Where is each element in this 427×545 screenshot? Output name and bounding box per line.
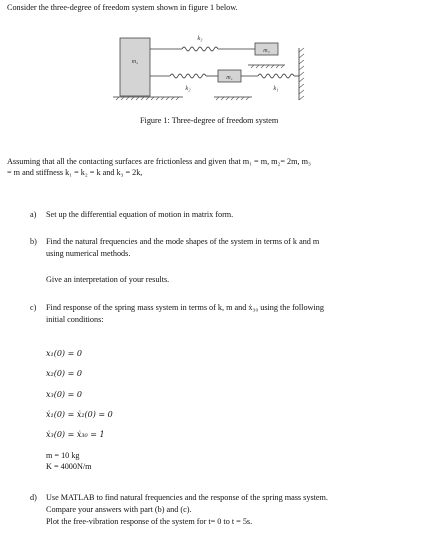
initial-condition-x3: x₃(0) = 0 (46, 390, 82, 399)
question-b-label: b) (30, 237, 37, 246)
spring-k1 (241, 74, 299, 78)
question-a-label: a) (30, 210, 37, 219)
param-stiffness: K = 4000N/m (46, 462, 92, 471)
label-k1: k₁ (273, 85, 279, 92)
intro-text: Consider the three-degree of freedom system shown in figure 1 below. (7, 3, 238, 12)
question-c-label: c) (30, 303, 37, 312)
label-m1: m₁ (226, 75, 233, 81)
label-k3: k₃ (197, 35, 203, 42)
label-k2: k₂ (185, 85, 191, 92)
question-d-label: d) (30, 493, 37, 502)
initial-condition-x2: x₂(0) = 0 (46, 369, 82, 378)
question-a-text: Set up the differential equation of motion in matrix form. (46, 210, 234, 219)
label-m3: m₃ (263, 48, 270, 54)
question-c-line-2: initial conditions: (46, 315, 104, 324)
spring-k2 (150, 74, 218, 78)
question-b-line-1: Find the natural frequencies and the mode shapes of the system in terms of k and m (46, 237, 320, 246)
figure-caption: Figure 1: Three-degree of freedom system (140, 116, 279, 125)
initial-condition-velocity-3: ẋ₃(0) = ẋ₃₀ = 1 (46, 430, 105, 439)
assumption-line-2: = m and stiffness k₁ = k₂ = k and k₃ = 2k, (7, 168, 143, 177)
question-b-line-3: Give an interpretation of your results. (46, 275, 170, 284)
label-m2: m₂ (131, 59, 139, 65)
param-mass: m = 10 kg (46, 451, 80, 460)
initial-condition-velocity-12: ẋ₁(0) = ẋ₂(0) = 0 (46, 410, 113, 419)
spring-k3 (150, 47, 255, 51)
mass-m2 (120, 38, 150, 96)
initial-condition-x1: x₁(0) = 0 (46, 349, 82, 358)
assumption-line-1: Assuming that all the contacting surfaces are frictionless and given that m₁ = m, m₂= 2m, m₃ (7, 157, 311, 166)
question-b-line-2: using numerical methods. (46, 249, 131, 258)
question-d-line-1: Use MATLAB to find natural frequencies and the response of the spring mass system. (46, 493, 328, 502)
question-d-line-2: Compare your answers with part (b) and (c). (46, 505, 192, 514)
question-c-line-1: Find response of the spring mass system in terms of k, m and ẋ₃₀ using the following (46, 303, 324, 312)
question-d-line-3: Plot the free-vibration response of the system for t= 0 to t = 5s. (46, 517, 253, 526)
